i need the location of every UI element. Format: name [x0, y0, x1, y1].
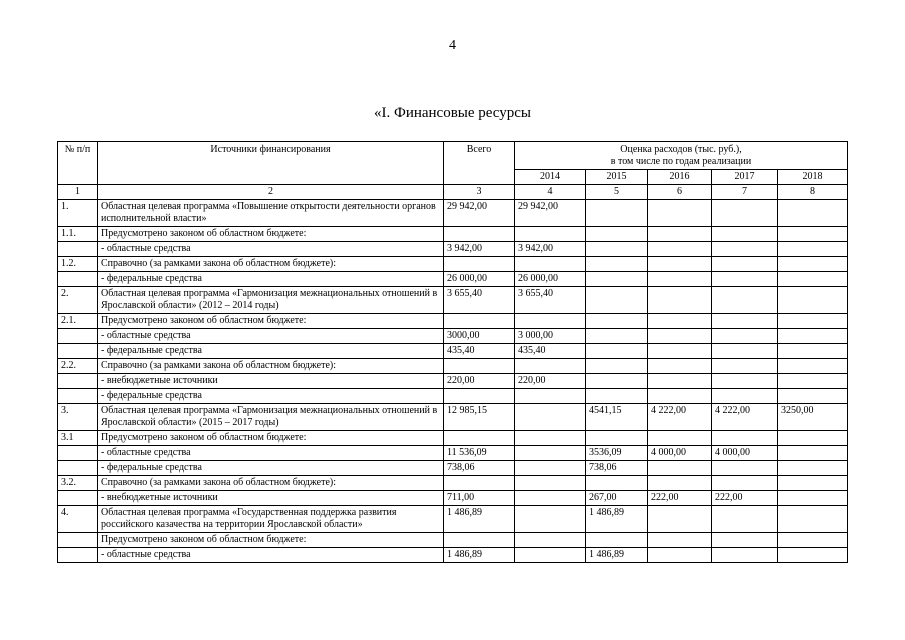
cell-2016	[648, 359, 712, 374]
table-row	[58, 242, 848, 257]
cell-2018	[778, 374, 848, 389]
cell-2017	[712, 476, 778, 491]
header-total: Всего	[444, 142, 515, 185]
table-row	[58, 446, 848, 461]
cell-source: Предусмотрено законом об областном бюджете:	[98, 227, 444, 242]
cell-2018	[778, 200, 848, 227]
cell-2018	[778, 242, 848, 257]
header-estimate-line1: Оценка расходов (тыс. руб.),	[620, 144, 742, 155]
column-index: 6	[648, 185, 712, 200]
cell-2014: 3 942,00	[515, 242, 586, 257]
cell-2018	[778, 227, 848, 242]
cell-2015	[586, 359, 648, 374]
cell-number: 2.1.	[58, 314, 98, 329]
cell-source: Справочно (за рамками закона об областном бюджете):	[98, 476, 444, 491]
table-row	[58, 476, 848, 491]
table-row	[58, 287, 848, 314]
column-index: 7	[712, 185, 778, 200]
cell-total: 3 655,40	[444, 287, 515, 314]
cell-number: 1.1.	[58, 227, 98, 242]
table-row	[58, 227, 848, 242]
cell-source: - федеральные средства	[98, 389, 444, 404]
cell-number	[58, 242, 98, 257]
cell-total	[444, 476, 515, 491]
table-row	[58, 389, 848, 404]
cell-2014: 29 942,00	[515, 200, 586, 227]
header-source: Источники финансирования	[98, 142, 444, 185]
cell-2017	[712, 461, 778, 476]
cell-2016	[648, 431, 712, 446]
cell-2017	[712, 227, 778, 242]
cell-2014	[515, 227, 586, 242]
cell-2015: 3536,09	[586, 446, 648, 461]
section-title: «I. Финансовые ресурсы	[373, 105, 532, 121]
cell-number	[58, 344, 98, 359]
cell-2018	[778, 272, 848, 287]
cell-2017	[712, 287, 778, 314]
table-row	[58, 359, 848, 374]
cell-number	[58, 461, 98, 476]
cell-total: 738,06	[444, 461, 515, 476]
cell-2016	[648, 533, 712, 548]
cell-2015	[586, 389, 648, 404]
cell-2015	[586, 476, 648, 491]
cell-2015	[586, 257, 648, 272]
cell-2017	[712, 329, 778, 344]
cell-source: - областные средства	[98, 446, 444, 461]
cell-2018	[778, 344, 848, 359]
cell-number	[58, 446, 98, 461]
cell-source: - внебюджетные источники	[98, 491, 444, 506]
table-row	[58, 548, 848, 563]
header-year: 2018	[778, 170, 848, 185]
cell-2015: 267,00	[586, 491, 648, 506]
cell-2018	[778, 257, 848, 272]
cell-total: 1 486,89	[444, 548, 515, 563]
cell-number: 1.2.	[58, 257, 98, 272]
financial-resources-table	[57, 141, 848, 563]
cell-2017	[712, 548, 778, 563]
cell-2016	[648, 329, 712, 344]
header-number: № п/п	[58, 142, 98, 185]
cell-2017	[712, 314, 778, 329]
cell-total: 435,40	[444, 344, 515, 359]
cell-2015: 1 486,89	[586, 506, 648, 533]
cell-total	[444, 257, 515, 272]
table-row	[58, 272, 848, 287]
cell-2015	[586, 329, 648, 344]
cell-2014	[515, 314, 586, 329]
cell-number	[58, 389, 98, 404]
cell-source: - федеральные средства	[98, 461, 444, 476]
cell-source: - областные средства	[98, 548, 444, 563]
cell-total	[444, 314, 515, 329]
cell-2016: 222,00	[648, 491, 712, 506]
cell-2016	[648, 344, 712, 359]
cell-source: - областные средства	[98, 242, 444, 257]
table-row	[58, 533, 848, 548]
cell-2017: 222,00	[712, 491, 778, 506]
cell-number: 2.	[58, 287, 98, 314]
cell-total: 11 536,09	[444, 446, 515, 461]
header-year: 2014	[515, 170, 586, 185]
cell-2014	[515, 506, 586, 533]
table-row	[58, 491, 848, 506]
cell-2014	[515, 389, 586, 404]
cell-2016	[648, 200, 712, 227]
cell-2017	[712, 359, 778, 374]
cell-2014	[515, 533, 586, 548]
cell-2016: 4 000,00	[648, 446, 712, 461]
cell-number	[58, 272, 98, 287]
cell-2017: 4 000,00	[712, 446, 778, 461]
cell-total: 3 942,00	[444, 242, 515, 257]
column-index: 1	[58, 185, 98, 200]
cell-source: - внебюджетные источники	[98, 374, 444, 389]
cell-2015	[586, 227, 648, 242]
cell-2014: 3 000,00	[515, 329, 586, 344]
cell-source: Областная целевая программа «Повышение открытости деятельности органов исполнительной власти»	[98, 200, 444, 227]
cell-2016	[648, 287, 712, 314]
cell-source: Областная целевая программа «Государственная поддержка развития российского казачества на территории Ярославской области»	[98, 506, 444, 533]
cell-source: Областная целевая программа «Гармонизация межнациональных отношений в Ярославской области» (2015 – 2017 годы)	[98, 404, 444, 431]
cell-2017	[712, 374, 778, 389]
column-index: 4	[515, 185, 586, 200]
cell-2015	[586, 242, 648, 257]
cell-source: Справочно (за рамками закона об областном бюджете):	[98, 257, 444, 272]
table-row	[58, 374, 848, 389]
cell-2018	[778, 431, 848, 446]
header-year: 2017	[712, 170, 778, 185]
cell-2015	[586, 287, 648, 314]
cell-total	[444, 227, 515, 242]
cell-total: 711,00	[444, 491, 515, 506]
cell-total	[444, 431, 515, 446]
cell-number: 4.	[58, 506, 98, 533]
cell-number	[58, 491, 98, 506]
page-number: 4	[449, 38, 456, 53]
cell-2014	[515, 548, 586, 563]
cell-total	[444, 359, 515, 374]
cell-2014	[515, 359, 586, 374]
cell-2016: 4 222,00	[648, 404, 712, 431]
cell-source: - федеральные средства	[98, 344, 444, 359]
cell-2016	[648, 257, 712, 272]
cell-2017	[712, 242, 778, 257]
cell-2018	[778, 548, 848, 563]
cell-2017	[712, 200, 778, 227]
header-estimate	[515, 142, 848, 170]
cell-2015	[586, 374, 648, 389]
cell-2015: 738,06	[586, 461, 648, 476]
cell-total: 26 000,00	[444, 272, 515, 287]
cell-2018	[778, 314, 848, 329]
column-index: 8	[778, 185, 848, 200]
column-index: 2	[98, 185, 444, 200]
cell-2018	[778, 461, 848, 476]
table-row	[58, 344, 848, 359]
table-row	[58, 461, 848, 476]
table-row	[58, 431, 848, 446]
cell-2015	[586, 272, 648, 287]
cell-2016	[648, 314, 712, 329]
cell-2018	[778, 491, 848, 506]
header-estimate-line2: в том числе по годам реализации	[610, 156, 752, 167]
cell-2015	[586, 314, 648, 329]
header-year: 2016	[648, 170, 712, 185]
cell-2016	[648, 242, 712, 257]
cell-number	[58, 533, 98, 548]
cell-2016	[648, 476, 712, 491]
cell-2017	[712, 257, 778, 272]
table-row	[58, 506, 848, 533]
cell-2018	[778, 329, 848, 344]
cell-2018	[778, 476, 848, 491]
cell-2018	[778, 389, 848, 404]
cell-number: 3.	[58, 404, 98, 431]
cell-2017	[712, 272, 778, 287]
table-row	[58, 257, 848, 272]
cell-source: Предусмотрено законом об областном бюджете:	[98, 533, 444, 548]
cell-2017	[712, 389, 778, 404]
cell-2014	[515, 476, 586, 491]
cell-total: 220,00	[444, 374, 515, 389]
table-header-row	[58, 142, 848, 170]
cell-2016	[648, 227, 712, 242]
cell-source: Предусмотрено законом об областном бюджете:	[98, 431, 444, 446]
cell-2015	[586, 344, 648, 359]
cell-source: Справочно (за рамками закона об областном бюджете):	[98, 359, 444, 374]
cell-2016	[648, 506, 712, 533]
header-year: 2015	[586, 170, 648, 185]
cell-total: 3000,00	[444, 329, 515, 344]
column-index: 5	[586, 185, 648, 200]
cell-2015	[586, 200, 648, 227]
cell-2014	[515, 404, 586, 431]
cell-2018	[778, 506, 848, 533]
cell-2018: 3250,00	[778, 404, 848, 431]
cell-source: Областная целевая программа «Гармонизация межнациональных отношений в Ярославской области» (2012 – 2014 годы)	[98, 287, 444, 314]
cell-total: 1 486,89	[444, 506, 515, 533]
table-row	[58, 329, 848, 344]
cell-2014	[515, 257, 586, 272]
table-row	[58, 314, 848, 329]
cell-total	[444, 389, 515, 404]
cell-2015: 1 486,89	[586, 548, 648, 563]
cell-total: 29 942,00	[444, 200, 515, 227]
cell-number: 2.2.	[58, 359, 98, 374]
cell-2017: 4 222,00	[712, 404, 778, 431]
cell-number: 3.2.	[58, 476, 98, 491]
cell-2016	[648, 389, 712, 404]
cell-number	[58, 329, 98, 344]
cell-source: - областные средства	[98, 329, 444, 344]
column-index: 3	[444, 185, 515, 200]
cell-number: 3.1	[58, 431, 98, 446]
table-row	[58, 200, 848, 227]
cell-source: Предусмотрено законом об областном бюджете:	[98, 314, 444, 329]
cell-2015: 4541,15	[586, 404, 648, 431]
cell-2016	[648, 461, 712, 476]
cell-2014: 220,00	[515, 374, 586, 389]
cell-2014: 3 655,40	[515, 287, 586, 314]
cell-total	[444, 533, 515, 548]
cell-2018	[778, 287, 848, 314]
cell-2014	[515, 446, 586, 461]
cell-2014: 26 000,00	[515, 272, 586, 287]
cell-2017	[712, 506, 778, 533]
table-row	[58, 404, 848, 431]
cell-2014: 435,40	[515, 344, 586, 359]
cell-2014	[515, 431, 586, 446]
cell-2017	[712, 431, 778, 446]
cell-2016	[648, 272, 712, 287]
cell-2014	[515, 491, 586, 506]
cell-2016	[648, 374, 712, 389]
cell-2016	[648, 548, 712, 563]
cell-number	[58, 374, 98, 389]
cell-number: 1.	[58, 200, 98, 227]
cell-2015	[586, 431, 648, 446]
column-index-row	[58, 185, 848, 200]
cell-2015	[586, 533, 648, 548]
cell-total: 12 985,15	[444, 404, 515, 431]
cell-2014	[515, 461, 586, 476]
cell-2018	[778, 359, 848, 374]
cell-2018	[778, 446, 848, 461]
cell-2017	[712, 344, 778, 359]
cell-2017	[712, 533, 778, 548]
cell-number	[58, 548, 98, 563]
cell-2018	[778, 533, 848, 548]
cell-source: - федеральные средства	[98, 272, 444, 287]
